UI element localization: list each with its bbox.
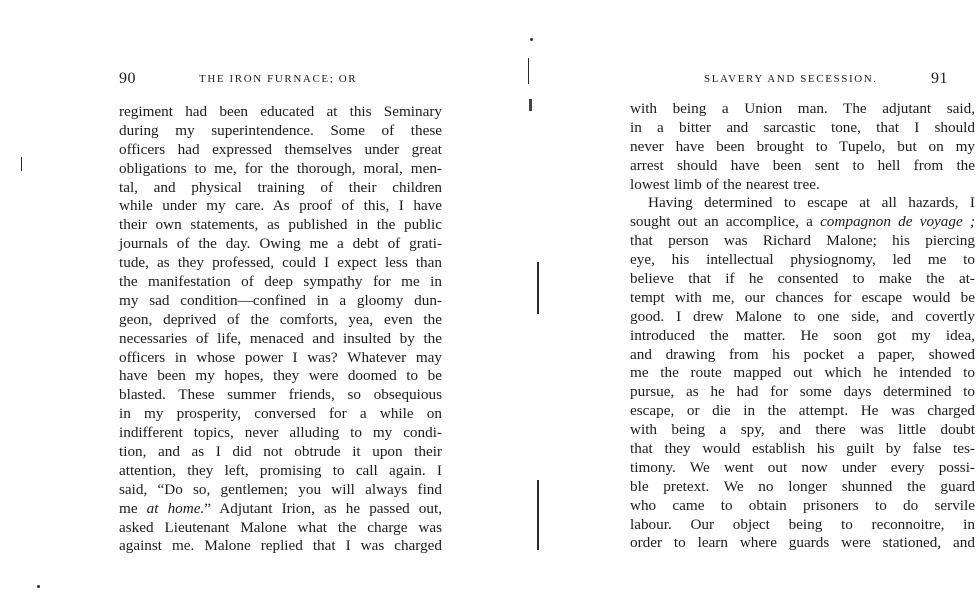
text-line: ble pretext. We no longer shunned the guard xyxy=(630,477,975,495)
text-line: officers had expressed themselves under great xyxy=(119,140,442,158)
text-line: tion, and as I did not obtrude it upon their xyxy=(119,443,442,461)
text-line: who came to obtain prisoners to do servile xyxy=(630,496,975,514)
text-line: said, “Do so, gentlemen; you will always find xyxy=(119,480,442,498)
text-line-paragraph-end: lowest limb of the nearest tree. xyxy=(630,175,820,193)
text-line: order to learn where guards were stationed, and xyxy=(630,534,975,552)
text-line-paragraph-start: Having determined to escape at all hazards, I xyxy=(648,194,975,212)
text-line: labour. Our object being to reconnoitre, in xyxy=(630,515,975,533)
left-body-text xyxy=(119,103,442,556)
left-page-number: 90 xyxy=(119,70,136,87)
text-line: regiment had been educated at this Seminary xyxy=(119,103,442,120)
text-line: tal, and physical training of their children xyxy=(119,178,442,196)
scan-mark xyxy=(21,157,22,171)
text-line: their own statements, as published in the public xyxy=(119,216,442,234)
text-line: while under my care. As proof of this, I have xyxy=(119,197,442,215)
text-line: blasted. These summer friends, so obsequious xyxy=(119,386,442,404)
text-line: introduced the matter. He soon got my idea, xyxy=(630,326,975,344)
text-line: the manifestation of deep sympathy for me in xyxy=(119,273,442,291)
text-span: me xyxy=(119,499,147,517)
text-line: that person was Richard Malone; his piercing xyxy=(630,232,975,250)
text-line: never have been brought to Tupelo, but on my xyxy=(630,137,975,155)
right-page xyxy=(520,0,980,593)
text-line: good. I drew Malone to one side, and covertly xyxy=(630,307,975,325)
text-line: necessaries of life, menaced and insulted by the xyxy=(119,329,442,347)
left-running-title: THE IRON FURNACE; OR xyxy=(199,73,358,85)
italic-phrase: at home. xyxy=(146,499,205,517)
text-line: timony. We went out now under every possi- xyxy=(630,458,975,476)
text-line-with-italic xyxy=(119,500,442,519)
text-line: eye, his intellectual physiognomy, led me to xyxy=(630,251,975,269)
text-line-with-italic xyxy=(630,213,975,232)
text-line: escape, or die in the attempt. He was charged xyxy=(630,402,975,420)
text-line: my sad condition—confined in a gloomy dun- xyxy=(119,291,442,309)
text-line: have been my hopes, they were doomed to be xyxy=(119,367,442,385)
text-line: believe that if he consented to make the at- xyxy=(630,270,975,288)
text-line: in my prosperity, conversed for a while on xyxy=(119,405,442,423)
text-line: asked Lieutenant Malone what the charge was xyxy=(119,518,442,536)
text-line: journals of the day. Owing me a debt of grati- xyxy=(119,235,442,253)
text-line: obligations to me, for the thorough, moral, men- xyxy=(119,159,442,177)
text-line: attention, they left, promising to call again. I xyxy=(119,461,442,479)
text-line: with being a Union man. The adjutant said, xyxy=(630,100,975,117)
text-line: against me. Malone replied that I was charged xyxy=(119,537,442,555)
text-line: indifferent topics, never alluding to my condi- xyxy=(119,424,442,442)
text-line: during my superintendence. Some of these xyxy=(119,121,442,139)
text-span: sought out an accomplice, a xyxy=(630,213,821,231)
text-line: pursue, as he had for some days determined to xyxy=(630,383,975,401)
scan-speck xyxy=(37,585,40,588)
text-span: ” Adjutant Irion, as he passed out, xyxy=(204,499,442,517)
text-line: that they would establish his guilt by false tes- xyxy=(630,440,975,458)
right-body-text xyxy=(630,100,975,553)
text-line: officers in whose power I was? Whatever may xyxy=(119,348,442,366)
text-line: arrest should have been sent to hell from the xyxy=(630,156,975,174)
right-page-number: 91 xyxy=(931,70,948,87)
text-line: tempt with me, our chances for escape would be xyxy=(630,288,975,306)
text-line: and drawing from his pocket a paper, showed xyxy=(630,345,975,363)
text-line: geon, deprived of the comforts, yea, even the xyxy=(119,310,442,328)
text-line: me the route mapped out which he intended to xyxy=(630,364,975,382)
text-line: with being a spy, and there was little doubt xyxy=(630,421,975,439)
text-line: in a bitter and sarcastic tone, that I should xyxy=(630,118,975,136)
italic-phrase: compagnon de voyage ; xyxy=(820,213,975,231)
right-running-title: SLAVERY AND SECESSION. xyxy=(704,73,878,85)
text-line: tude, as they professed, could I expect less than xyxy=(119,254,442,272)
